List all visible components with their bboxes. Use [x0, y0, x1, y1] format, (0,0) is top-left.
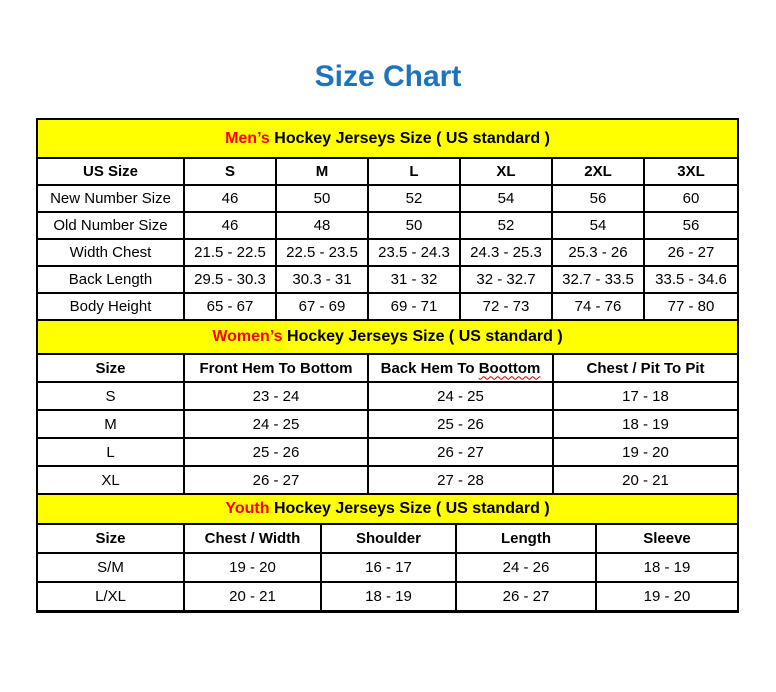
size-cell: 46 — [184, 185, 276, 212]
column-header — [368, 354, 553, 382]
table-row — [37, 582, 738, 611]
size-cell: 29.5 - 30.3 — [184, 266, 276, 293]
row-label: XL — [37, 466, 184, 494]
column-header-text: Back Hem To — [380, 359, 479, 377]
size-cell: 19 - 20 — [184, 553, 321, 582]
mens-section-banner — [37, 119, 738, 158]
page-title: Size Chart — [314, 60, 462, 93]
size-cell: 67 - 69 — [276, 293, 368, 320]
size-cell: 72 - 73 — [460, 293, 552, 320]
banner-highlight: Women’s — [212, 328, 283, 345]
table-row — [37, 410, 738, 438]
size-cell: 19 - 20 — [553, 438, 738, 466]
size-cell: 54 — [552, 212, 644, 239]
size-cell: 30.3 - 31 — [276, 266, 368, 293]
row-label: L/XL — [37, 582, 184, 611]
row-label: Body Height — [37, 293, 184, 320]
size-cell: 54 — [460, 185, 552, 212]
mens-size-table — [36, 118, 739, 321]
size-cell: 31 - 32 — [368, 266, 460, 293]
size-cell: 26 - 27 — [184, 466, 368, 494]
size-cell: 21.5 - 22.5 — [184, 239, 276, 266]
youth-section-banner — [37, 494, 738, 524]
table-row — [37, 293, 738, 320]
banner-text: Hockey Jerseys Size ( US standard ) — [282, 328, 563, 345]
size-cell: 25.3 - 26 — [552, 239, 644, 266]
size-cell: 25 - 26 — [184, 438, 368, 466]
size-cell: 50 — [368, 212, 460, 239]
size-cell: 46 — [184, 212, 276, 239]
size-cell: 24 - 26 — [456, 553, 596, 582]
size-cell: 56 — [552, 185, 644, 212]
column-header: L — [368, 158, 460, 185]
size-cell: 24 - 25 — [184, 410, 368, 438]
size-cell: 32.7 - 33.5 — [552, 266, 644, 293]
size-cell: 26 - 27 — [644, 239, 738, 266]
table-row — [37, 438, 738, 466]
size-cell: 20 - 21 — [184, 582, 321, 611]
column-header: Sleeve — [596, 524, 738, 553]
size-chart-page — [0, 60, 776, 613]
size-cell: 26 - 27 — [456, 582, 596, 611]
row-label: M — [37, 410, 184, 438]
size-cell: 69 - 71 — [368, 293, 460, 320]
size-cell: 33.5 - 34.6 — [644, 266, 738, 293]
column-header: Size — [37, 524, 184, 553]
size-cell: 50 — [276, 185, 368, 212]
column-header: XL — [460, 158, 552, 185]
size-cell: 60 — [644, 185, 738, 212]
banner-highlight: Men’s — [225, 129, 270, 147]
table-row — [37, 185, 738, 212]
size-cell: 16 - 17 — [321, 553, 456, 582]
banner-text: Hockey Jerseys Size ( US standard ) — [269, 500, 550, 517]
table-row — [37, 466, 738, 494]
size-cell: 23 - 24 — [184, 382, 368, 410]
size-cell: 20 - 21 — [553, 466, 738, 494]
mens-header-row — [37, 158, 738, 185]
size-cell: 24.3 - 25.3 — [460, 239, 552, 266]
size-cell: 22.5 - 23.5 — [276, 239, 368, 266]
size-cell: 19 - 20 — [596, 582, 738, 611]
column-header: Front Hem To Bottom — [184, 354, 368, 382]
row-label: L — [37, 438, 184, 466]
column-header: Length — [456, 524, 596, 553]
table-row — [37, 382, 738, 410]
size-tables — [36, 118, 737, 613]
column-header: 2XL — [552, 158, 644, 185]
womens-header-row — [37, 354, 738, 382]
column-header: Chest / Pit To Pit — [553, 354, 738, 382]
size-cell: 24 - 25 — [368, 382, 553, 410]
size-cell: 27 - 28 — [368, 466, 553, 494]
mens-banner-row — [37, 119, 738, 158]
banner-highlight: Youth — [225, 500, 270, 517]
size-cell: 26 - 27 — [368, 438, 553, 466]
row-label: Width Chest — [37, 239, 184, 266]
size-cell: 56 — [644, 212, 738, 239]
size-cell: 32 - 32.7 — [460, 266, 552, 293]
size-cell: 18 - 19 — [596, 553, 738, 582]
youth-header-row — [37, 524, 738, 553]
row-label: Back Length — [37, 266, 184, 293]
column-header: Chest / Width — [184, 524, 321, 553]
womens-section-banner — [37, 320, 738, 354]
banner-text: Hockey Jerseys Size ( US standard ) — [269, 129, 550, 147]
size-cell: 52 — [460, 212, 552, 239]
column-header: US Size — [37, 158, 184, 185]
size-cell: 18 - 19 — [321, 582, 456, 611]
table-row — [37, 239, 738, 266]
row-label: Old Number Size — [37, 212, 184, 239]
row-label: New Number Size — [37, 185, 184, 212]
table-row — [37, 212, 738, 239]
size-cell: 65 - 67 — [184, 293, 276, 320]
size-cell: 74 - 76 — [552, 293, 644, 320]
size-cell: 18 - 19 — [553, 410, 738, 438]
womens-size-table — [36, 319, 739, 495]
column-header: Shoulder — [321, 524, 456, 553]
size-cell: 48 — [276, 212, 368, 239]
misspelled-word: Boottom — [478, 359, 541, 377]
youth-banner-row — [37, 494, 738, 524]
table-row — [37, 266, 738, 293]
size-cell: 23.5 - 24.3 — [368, 239, 460, 266]
size-cell: 52 — [368, 185, 460, 212]
row-label: S — [37, 382, 184, 410]
column-header: S — [184, 158, 276, 185]
column-header: 3XL — [644, 158, 738, 185]
size-cell: 77 - 80 — [644, 293, 738, 320]
womens-banner-row — [37, 320, 738, 354]
size-cell: 25 - 26 — [368, 410, 553, 438]
table-row — [37, 553, 738, 582]
youth-size-table — [36, 493, 739, 613]
column-header: M — [276, 158, 368, 185]
row-label: S/M — [37, 553, 184, 582]
size-cell: 17 - 18 — [553, 382, 738, 410]
column-header: Size — [37, 354, 184, 382]
